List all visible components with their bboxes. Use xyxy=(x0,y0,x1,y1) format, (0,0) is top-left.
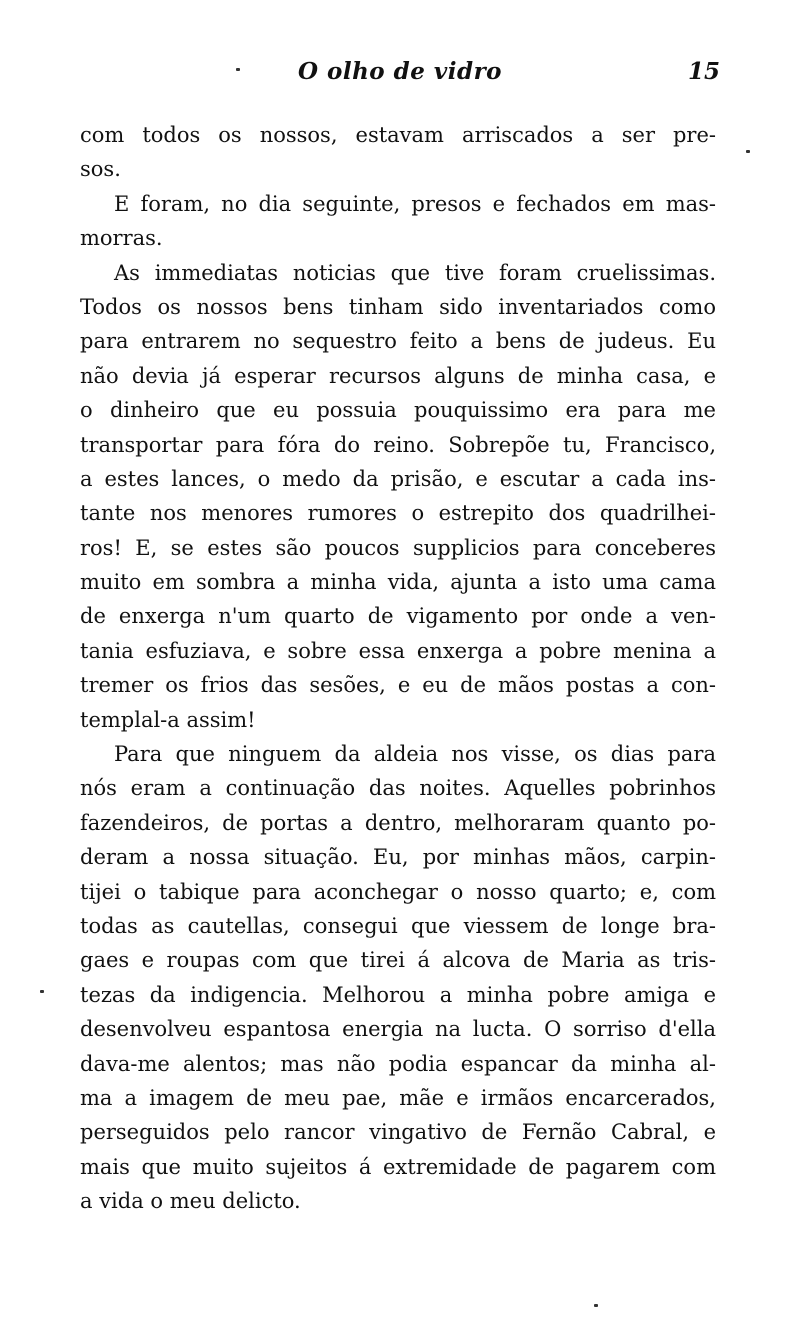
text-line: a estes lances, o medo da prisão, e escutar a cada ins- xyxy=(80,466,716,491)
print-speck xyxy=(746,150,750,153)
text-line: dava-me alentos; mas não podia espancar da minha al- xyxy=(80,1051,716,1076)
text-line: ma a imagem de meu pae, mãe e irmãos encarcerados, xyxy=(80,1085,716,1110)
text-line: nós eram a continuação das noites. Aquelles pobrinhos xyxy=(80,776,716,801)
text-line: tijei o tabique para aconchegar o nosso quarto; e, com xyxy=(80,879,716,904)
text-line: de enxerga n'um quarto de vigamento por onde a ven- xyxy=(80,604,716,629)
text-line: E foram, no dia seguinte, presos e fechados em mas- xyxy=(114,191,716,216)
text-line: As immediatas noticias que tive foram cruelissimas. xyxy=(114,260,716,285)
text-line: mais que muito sujeitos á extremidade de pagarem com xyxy=(80,1154,716,1179)
text-line: fazendeiros, de portas a dentro, melhoraram quanto po- xyxy=(80,810,716,835)
text-line: a vida o meu delicto. xyxy=(80,1189,301,1214)
body-text xyxy=(80,118,716,1219)
text-line: todas as cautellas, consegui que viessem de longe bra- xyxy=(80,913,716,938)
text-line: não devia já esperar recursos alguns de minha casa, e xyxy=(80,363,716,388)
text-line: perseguidos pelo rancor vingativo de Fernão Cabral, e xyxy=(80,1120,716,1145)
running-head xyxy=(80,58,720,92)
text-line: sos. xyxy=(80,157,121,182)
text-line: Todos os nossos bens tinham sido inventariados como xyxy=(80,294,716,319)
text-line: o dinheiro que eu possuia pouquissimo era para me xyxy=(80,398,716,423)
print-speck xyxy=(594,1304,598,1307)
text-line: com todos os nossos, estavam arriscados a ser pre- xyxy=(80,123,716,147)
page-number: 15 xyxy=(687,58,720,85)
print-speck xyxy=(40,990,44,993)
text-line: morras. xyxy=(80,226,163,251)
text-line: tezas da indigencia. Melhorou a minha pobre amiga e xyxy=(80,982,716,1007)
print-speck xyxy=(236,68,240,71)
text-line: deram a nossa situação. Eu, por minhas mãos, carpin- xyxy=(80,845,716,870)
text-line: desenvolveu espantosa energia na lucta. O sorriso d'ella xyxy=(80,1017,716,1042)
text-line: templal-a assim! xyxy=(80,707,256,732)
text-line: para entrarem no sequestro feito a bens de judeus. Eu xyxy=(80,329,716,354)
text-line: gaes e roupas com que tirei á alcova de Maria as tris- xyxy=(80,948,716,973)
text-line: Para que ninguem da aldeia nos visse, os dias para xyxy=(114,742,716,767)
text-line: tania esfuziava, e sobre essa enxerga a pobre menina a xyxy=(80,638,716,663)
text-line: tremer os frios das sesões, e eu de mãos postas a con- xyxy=(80,673,716,698)
text-line: ros! E, se estes são poucos supplicios para conceberes xyxy=(80,535,716,560)
text-line: muito em sombra a minha vida, ajunta a isto uma cama xyxy=(80,570,716,595)
text-line: transportar para fóra do reino. Sobrepõe tu, Francisco, xyxy=(80,432,716,457)
running-title: O olho de vidro xyxy=(297,58,503,85)
text-line: tante nos menores rumores o estrepito dos quadrilhei- xyxy=(80,501,716,526)
